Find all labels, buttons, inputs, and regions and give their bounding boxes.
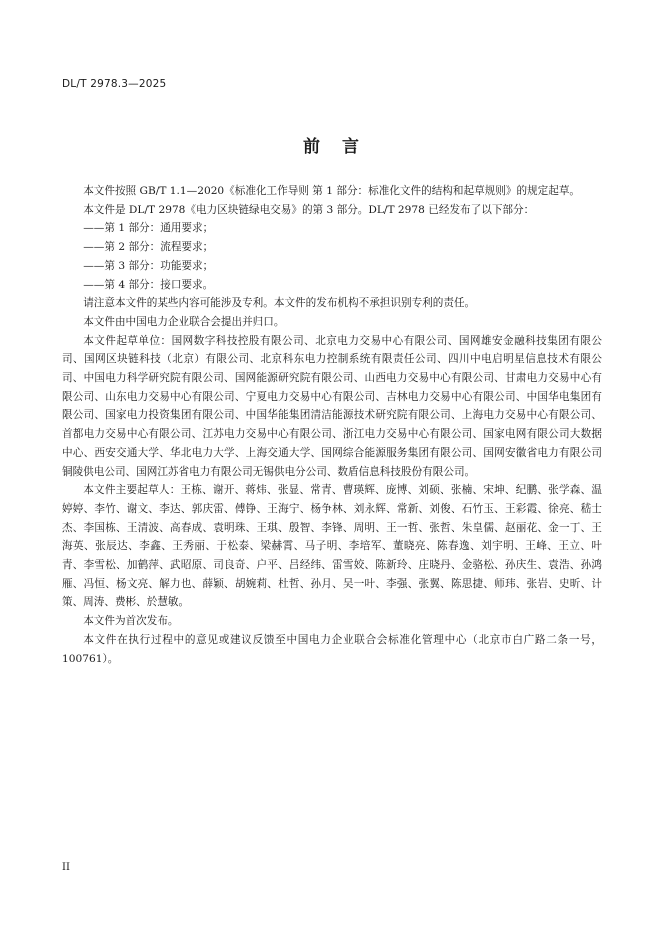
paragraph-patent-notice: 请注意本文件的某些内容可能涉及专利。本文件的发布机构不承担识别专利的责任。 bbox=[83, 297, 476, 310]
paragraph-part-statement: 本文件是 DL/T 2978《电力区块链绿电交易》的第 3 部分。DL/T 2978 已经发布了以下部分： bbox=[83, 203, 535, 216]
paragraph-first-release: 本文件为首次发布。 bbox=[83, 615, 179, 628]
list-item-part-4: ——第 4 部分：接口要求。 bbox=[83, 278, 214, 291]
body-text bbox=[62, 182, 602, 668]
paragraph-drafting-units: 本文件起草单位：国网数字科技控股有限公司、北京电力交易中心有限公司、国网雄安金融科技集团有限公司、国网区块链科技（北京）有限公司、北京科东电力控制系统有限责任公司、四川中电启明星信息技术有限公司、中国电力科学研究院有限公司、国网能源研究院有限公司、山西电力交易中心有限公司、甘肃电力交易中心有限公司、山东电力交易中心有限公司、宁夏电力交易中心有限公司、吉林电力交易中心有限公司、中国华电集团有限公司、国家电力投资集团有限公司、中国华能集团清洁能源技术研究院有限公司、上海电力交易中心有限公司、首都电力交易中心有限公司、江苏电力交易中心有限公司、浙江电力交易中心有限公司、国家电网有限公司大数据中心、西安交通大学、华北电力大学、上海交通大学、国网综合能源服务集团有限公司、国网安徽省电力有限公司铜陵供电公司、国网江苏省电力有限公司无锡供电分公司、数盾信息科技股份有限公司。 bbox=[62, 334, 602, 478]
paragraph-drafters: 本文件主要起草人：王栋、谢开、蒋炜、张显、常青、曹瑛辉、庞博、刘硕、张楠、宋坤、纪鹏、张学森、温婷婷、李竹、谢文、李达、郭庆雷、傅铮、王海宁、杨争林、刘永辉、常新、刘俊、石竹玉、王彩霞、徐亮、嵇士杰、李国栋、王清波、高春成、袁明珠、王琪、殷智、李锋、周明、王一哲、张哲、朱皇儒、赵丽花、金一丁、王海英、张辰达、李鑫、王秀丽、于松泰、梁赫霄、马子明、李培军、董晓亮、陈春逸、刘宇明、王峰、王立、叶青、李雪松、加鹤萍、武昭原、司良奇、户平、吕经纬、雷雪姣、陈新玲、庄晓丹、金骆松、孙庆生、袁浩、孙鸿雁、冯恒、杨文亮、解力也、薛颖、胡婉莉、杜哲、孙月、吴一叶、李强、张翼、陈思捷、师玮、张岩、史昕、计策、周涛、费彬、於慧敏。 bbox=[62, 484, 602, 609]
list-item-part-2: ——第 2 部分：流程要求； bbox=[83, 241, 214, 254]
paragraph-proposer: 本文件由中国电力企业联合会提出并归口。 bbox=[83, 315, 285, 328]
document-code-header: DL/T 2978.3—2025 bbox=[62, 78, 167, 90]
page-title: 前言 bbox=[303, 137, 381, 157]
list-item-part-3: ——第 3 部分：功能要求； bbox=[83, 259, 214, 272]
list-item-part-1: ——第 1 部分：通用要求； bbox=[83, 222, 214, 235]
paragraph-feedback: 本文件在执行过程中的意见或建议反馈至中国电力企业联合会标准化管理中心（北京市白广路二条一号，100761）。 bbox=[62, 633, 602, 665]
page-number: II bbox=[62, 862, 70, 873]
paragraph-drafting-basis: 本文件按照 GB/T 1.1—2020《标准化工作导则 第 1 部分：标准化文件的结构和起草规则》的规定起草。 bbox=[83, 185, 581, 197]
